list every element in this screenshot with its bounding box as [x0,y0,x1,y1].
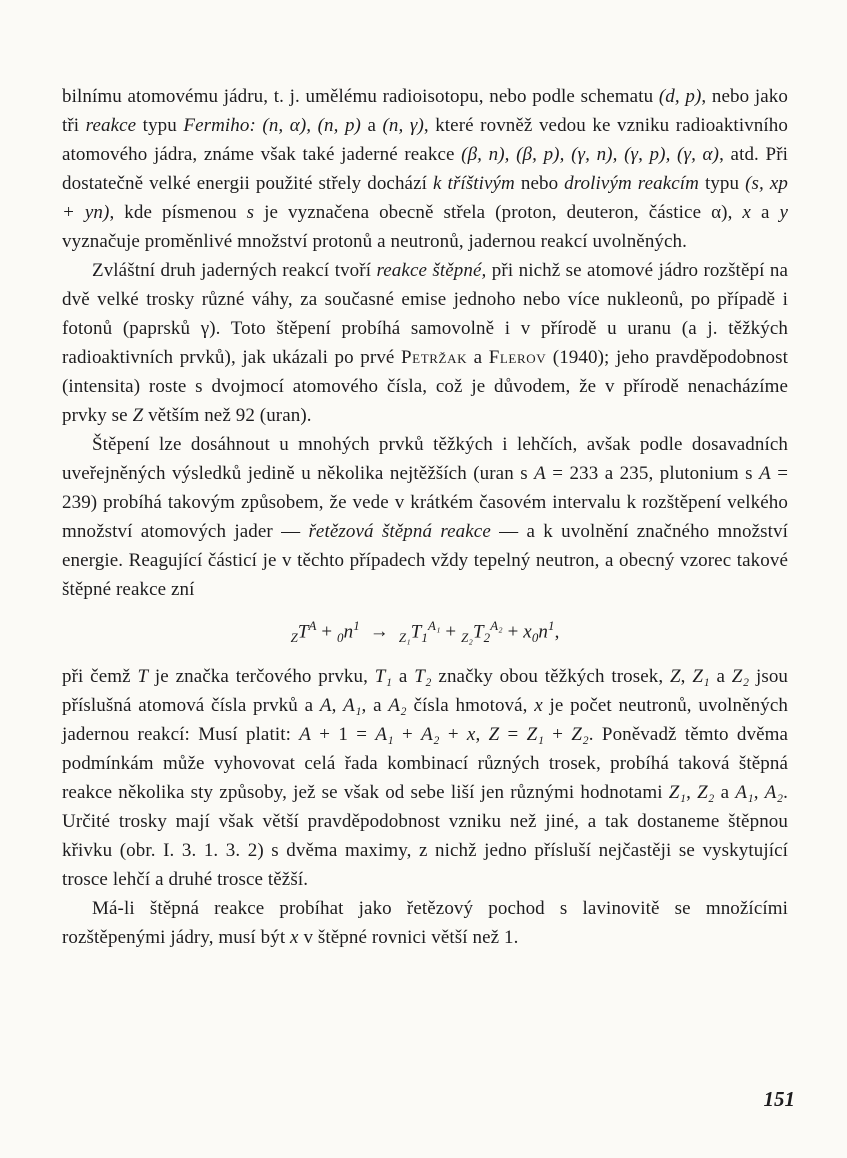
emphasized-text: A₁ [375,724,394,746]
body-text: — a k uvolnění značného množství energie. Reagující částicí je v těchto případech vždy tepelný neutron, a obecný vzorec takové štěpné reakce zní [62,521,789,600]
body-text: , nebo jako tři [62,86,788,136]
emphasized-text: A₂ [764,782,784,804]
emphasized-text: (β, n), (β, p), (γ, n), (γ, p), (γ, α) [461,144,720,165]
body-text: při čemž [62,666,138,688]
emphasized-text: x [742,202,751,223]
body-text: + 1 = [310,724,376,746]
body-text: , [331,695,344,717]
emphasized-text: x [290,927,299,949]
body-text: větším než 92 (uran). [143,405,312,426]
paragraph [62,662,788,894]
emphasized-text: řetězová štěpná reakce [308,521,491,542]
body-text: , [686,782,698,804]
page-number: 151 [763,1087,795,1111]
body-text: + [439,724,467,746]
emphasized-text: Z [670,666,681,688]
emphasized-text: x [466,724,476,746]
emphasized-text: A [759,463,771,484]
body-text: + [544,724,572,746]
emphasized-text: Z₂ [571,724,589,746]
body-text: , [753,782,765,804]
body-text: při nichž se atomové jádro rozštěpí na dvě velké trosky různé váhy, za současné emise jednoho nebo více nukleonů, po případě i fotonů (paprsků γ). Toto štěpení probíhá samovolně i v přírodě u uranu (a j. těžkých radioaktivních prvků), jak ukázali po prvé [62,260,788,368]
body-text: Má-li štěpná reakce probíhat jako řetězový pochod s lavinovitě se množícími rozštěpenými jádry, musí být [62,898,788,949]
body-text: a [467,347,489,368]
body-text: čísla hmotová, [406,695,535,717]
body-text: (1940); jeho pravděpodobnost (intensita) roste s dvojmocí atomového čísla, což je důvodem, že v přírodě nenacházíme prvky se [62,347,788,426]
emphasized-text: s [246,202,255,223]
body-text: a [714,782,736,804]
body-text: a [709,666,732,688]
emphasized-text: A [534,463,546,484]
body-text: je značka terčového prvku, [148,666,375,688]
body-text: Štěpení lze dosáhnout u mnohých prvků těžkých i lehčích, avšak podle dosavadních uveřejněných výsledků jedině u několika nejtěžších (uran s [62,434,788,484]
body-text: jsou příslušná atomová čísla prvků a [62,666,789,717]
fission-equation: $_ZT^A + _0n^1 \to _{Z_1}T_1^{A_1} + _{Z_2}T_2^{A_2} + x_0n^1$, [290,618,560,646]
paragraph [62,256,788,430]
emphasized-text: A₁ [735,782,754,804]
body-text: = 239) probíhá takovým způsobem, že vede v krátkém časovém intervalu k rozštěpení velkého množství atomových jader — [62,463,789,542]
body-text: , [475,724,489,746]
body-text: je vyznačena obecně střela (proton, deuteron, částice α), [254,202,743,223]
emphasized-text: reakce štěpné, [376,260,487,281]
body-text: , atd. Při dostatečně velké energii použité střely dochází [62,144,788,194]
emphasized-text: T₁ [374,666,393,688]
emphasized-text: A [319,695,332,717]
emphasized-text: A [299,724,311,746]
emphasized-text: Z₁ [692,666,710,688]
emphasized-text: Z₁ [668,782,687,804]
text-column [62,82,788,952]
body-text: v štěpné rovnici větší než 1. [298,927,519,949]
paragraph [62,430,788,604]
emphasized-text: A₂ [388,695,407,717]
body-text: bilnímu atomovému jádru, t. j. umělému radioisotopu, nebo podle schematu [62,86,659,107]
body-text: a [392,666,415,688]
body-text: je počet neutronů, uvolněných jadernou reakcí: Musí platit: [62,695,789,746]
body-text: , a [361,695,389,717]
body-text: , [680,666,693,688]
emphasized-text: Z [488,724,500,746]
emphasized-text: k tříštivým [432,173,515,194]
body-text: . Poněvadž těmto dvěma podmínkám může vyhovovat celá řada kombinací různých trosek, probíhá taková štěpná reakce několika sty způsoby, jež se však od sebe liší jen různými hodnotami [62,724,789,804]
body-text: = [499,724,527,746]
emphasized-text: Z [132,405,144,426]
body-text: , kde písmenou [109,202,247,223]
body-text: = 233 a 235, plutonium s [545,463,760,484]
emphasized-text: (n, α), (n, p) [262,115,361,136]
emphasized-text: T [137,666,149,688]
emphasized-text: x [534,695,543,717]
emphasized-text: Z₂ [731,666,750,688]
emphasized-text: (s, xp + yn) [62,173,788,223]
body-text: . Určité trosky mají však větší pravděpodobnost vzniku než jiné, a tak dostaneme štěpnou křivku (obr. I. 3. 1. 3. 2) s dvěma maximy, z nichž jedno přísluší nejčastěji se vyskytující trosce lehčí a druhé trosce těžší. [62,782,789,891]
body-text: , které rovněž vedou ke vzniku radioaktivního atomového jádra, známe však také jaderné reakce [62,115,788,165]
emphasized-text: A₁ [343,695,362,717]
body-text: Zvláštní druh jaderných reakcí tvoří [92,260,377,281]
paragraph [62,894,788,952]
emphasized-text: Fermiho: [183,115,256,136]
emphasized-text: A₂ [421,724,440,746]
emphasized-text: reakce [85,115,137,136]
body-text: a [361,115,383,136]
body-text: a [750,202,780,223]
body-text: nebo [514,173,565,194]
emphasized-text: (n, γ) [382,115,424,136]
body-text: + [393,724,422,746]
paragraph [62,82,788,256]
emphasized-text: Z₂ [697,782,715,804]
person-name: Petržak [401,347,468,368]
emphasized-text: y [779,202,789,223]
emphasized-text: Z₁ [526,724,545,746]
emphasized-text: (d, p) [658,86,702,107]
body-text: typu [698,173,746,194]
body-text: vyznačuje proměnlivé množství protonů a neutronů, jadernou reakcí uvolněných. [62,231,688,252]
body-text: značky obou těžkých trosek, [431,666,670,688]
body-text: typu [136,115,184,136]
emphasized-text: T₂ [414,666,432,688]
person-name: Flerov [488,347,547,368]
emphasized-text: drolivým reakcím [564,173,699,194]
